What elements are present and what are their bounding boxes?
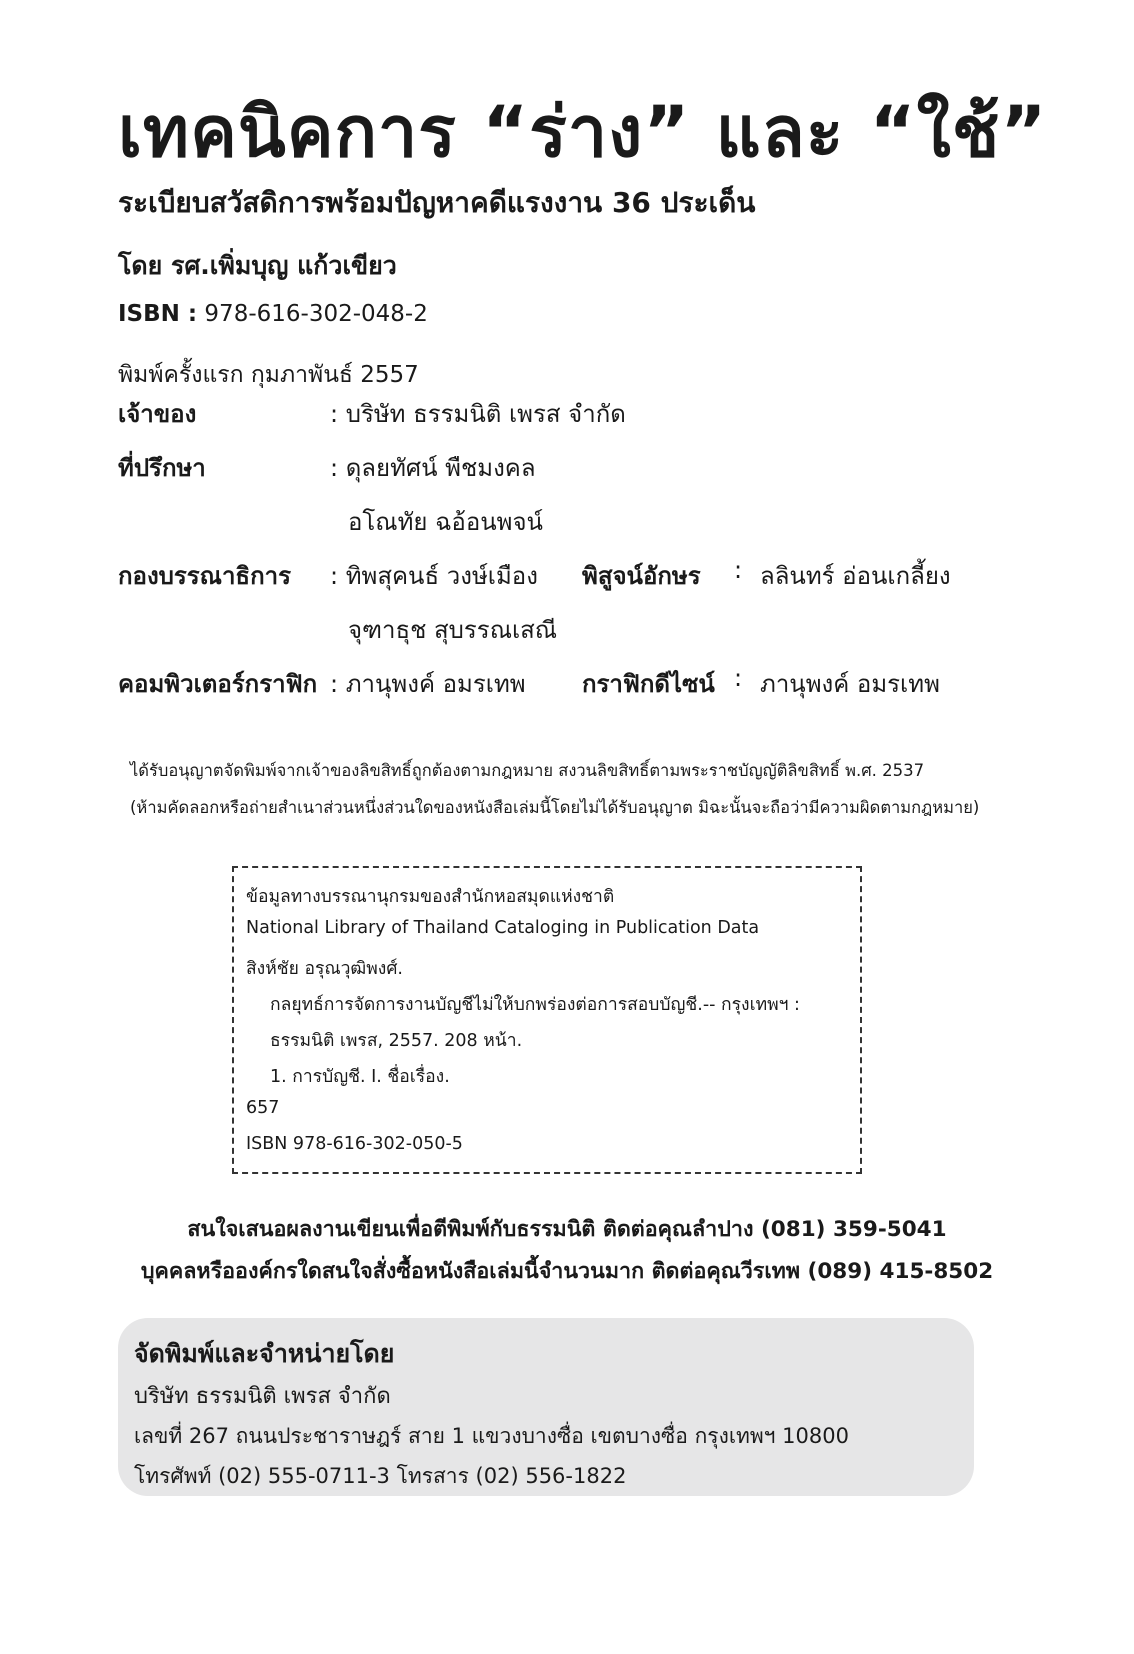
publisher-address: เลขที่ 267 ถนนประชาราษฎร์ สาย 1 แขวงบางซื่อ เขตบางซื่อ กรุงเทพฯ 10800 [134,1424,849,1448]
proofreader-label: พิสูจน์อักษร [582,562,701,590]
computer-graphics-label: คอมพิวเตอร์กราฟิก [118,670,318,698]
proofreader-value: ลลินทร์ อ่อนเกลี้ยง [760,562,951,590]
isbn-label: ISBN : [118,301,198,327]
cip-line: National Library of Thailand Cataloging in Publication Data [246,918,760,938]
editors-value-1: : ทิพสุคนธ์ วงษ์เมือง [330,562,538,590]
cip-line: สิงห์ชัย อรุณวุฒิพงศ์. [246,959,403,979]
cip-data-box [232,866,862,1174]
cip-line: ธรรมนิติ เพรส, 2557. 208 หน้า. [270,1031,523,1051]
contact-line-1: สนใจเสนอผลงานเขียนเพื่อตีพิมพ์กับธรรมนิติ ติดต่อคุณลำปาง (081) 359-5041 [187,1217,947,1242]
copyright-notice-2: (ห้ามคัดลอกหรือถ่ายสำเนาส่วนหนึ่งส่วนใดของหนังสือเล่มนี้โดยไม่ได้รับอนุญาต มิฉะนั้นจะถือว่ามีความผิดตามกฎหมาย) [130,798,980,817]
cip-line: 657 [246,1098,280,1118]
graphic-design-label: กราฟิกดีไซน์ [582,670,715,698]
copyright-notice-1: ได้รับอนุญาตจัดพิมพ์จากเจ้าของลิขสิทธิ์ถูกต้องตามกฎหมาย สงวนลิขสิทธิ์ตามพระราชบัญญัติลิขสิทธิ์ พ.ศ. 2537 [130,761,925,780]
editors-label: กองบรรณาธิการ [118,562,291,590]
publisher-name: บริษัท ธรรมนิติ เพรส จำกัด [134,1384,391,1409]
owner-value: : บริษัท ธรรมนิติ เพรส จำกัด [330,400,626,428]
computer-graphics-value: : ภานุพงค์ อมรเทพ [330,670,526,698]
contact-line-2: บุคคลหรือองค์กรใดสนใจสั่งซื้อหนังสือเล่มนี้จำนวนมาก ติดต่อคุณวีรเทพ (089) 415-8502 [140,1259,994,1284]
advisor-value-2: อโณทัย ฉอ้อนพจน์ [348,508,543,536]
advisor-label: ที่ปรึกษา [118,454,206,482]
owner-label: เจ้าของ [118,400,197,428]
publisher-box [118,1318,974,1496]
cip-line: ข้อมูลทางบรรณานุกรมของสำนักหอสมุดแห่งชาติ [246,887,615,907]
graphic-design-value: ภานุพงค์ อมรเทพ [760,670,940,698]
proofreader-colon: : [734,556,743,584]
cip-line: 1. การบัญชี. I. ชื่อเรื่อง. [270,1067,450,1087]
book-subtitle: ระเบียบสวัสดิการพร้อมปัญหาคดีแรงงาน 36 ประเด็น [118,186,756,219]
isbn-value: 978-616-302-048-2 [204,301,428,327]
author-line: โดย รศ.เพิ่มบุญ แก้วเขียว [118,251,397,280]
graphic-design-colon: : [734,664,743,692]
cip-line: ISBN 978-616-302-050-5 [246,1134,463,1154]
edition-line: พิมพ์ครั้งแรก กุมภาพันธ์ 2557 [118,362,419,388]
book-title: เทคนิคการ “ร่าง” และ “ใช้” [118,91,1048,173]
isbn-line [118,301,428,327]
cip-line: กลยุทธ์การจัดการงานบัญชีไม่ให้บกพร่องต่อการสอบบัญชี.-- กรุงเทพฯ : [270,995,800,1015]
publisher-phone: โทรศัพท์ (02) 555-0711-3 โทรสาร (02) 556-1822 [134,1464,627,1488]
advisor-value-1: : ดุลยทัศน์ พืชมงคล [330,454,536,482]
editors-value-2: จุฑาธุช สุบรรณเสณี [348,616,558,644]
publisher-heading: จัดพิมพ์และจำหน่ายโดย [134,1339,395,1368]
